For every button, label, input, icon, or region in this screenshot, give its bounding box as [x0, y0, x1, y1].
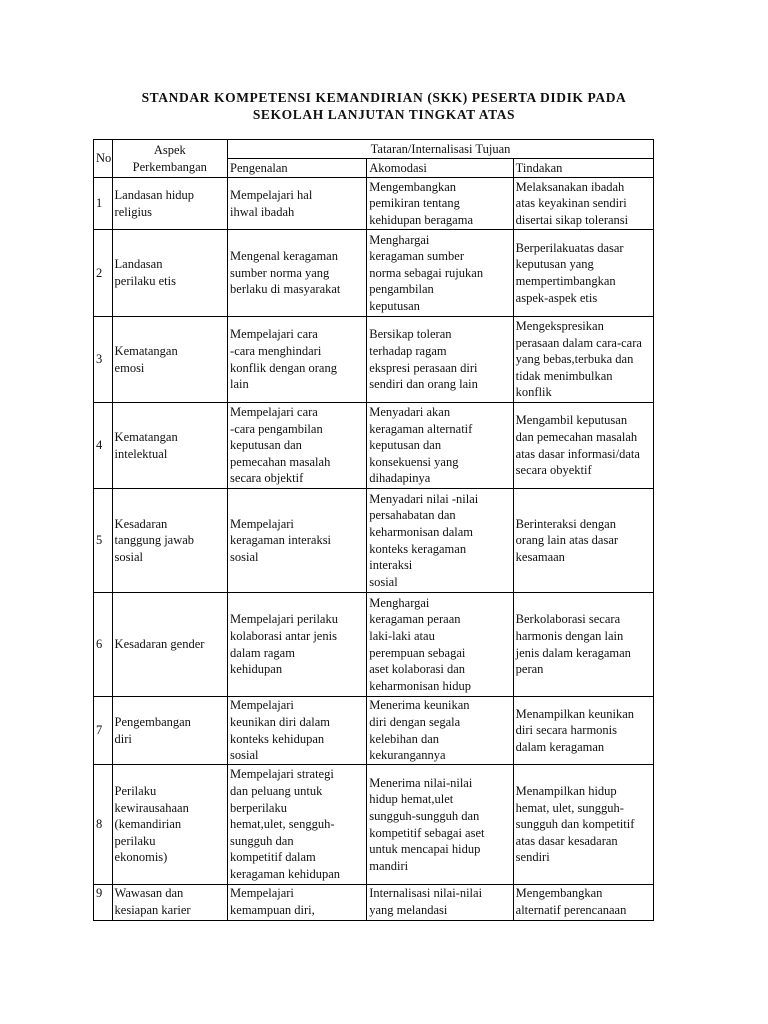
- cell-aspek: Pengembangan diri: [112, 697, 227, 765]
- cell-tindakan: Berinteraksi dengan orang lain atas dasar kesamaan: [513, 489, 653, 593]
- cell-aspek: Landasan perilaku etis: [112, 230, 227, 317]
- cell-akomodasi: Bersikap toleran terhadap ragam ekspresi perasaan diri sendiri dan orang lain: [367, 317, 513, 403]
- competency-table: [93, 139, 654, 921]
- cell-no: 6: [94, 593, 113, 697]
- cell-tindakan: Melaksanakan ibadah atas keyakinan sendiri disertai sikap toleransi: [513, 178, 653, 230]
- cell-aspek: Kesadaran gender: [112, 593, 227, 697]
- table-row: [94, 403, 654, 489]
- title-line-1: STANDAR KOMPETENSI KEMANDIRIAN (SKK) PESERTA DIDIK PADA: [141, 90, 627, 105]
- table-row: [94, 697, 654, 765]
- cell-tindakan: Berkolaborasi secara harmonis dengan lain jenis dalam keragaman peran: [513, 593, 653, 697]
- cell-no: 3: [94, 317, 113, 403]
- cell-aspek: Wawasan dan kesiapan karier: [112, 885, 227, 921]
- cell-no: 4: [94, 403, 113, 489]
- table-row: [94, 230, 654, 317]
- cell-pengenalan: Mempelajari cara -cara menghindari konflik dengan orang lain: [228, 317, 367, 403]
- cell-akomodasi: Menghargai keragaman peraan laki-laki atau perempuan sebagai aset kolaborasi dan keharmonisan hidup: [367, 593, 513, 697]
- table-row: [94, 765, 654, 885]
- cell-aspek: Perilaku kewirausahaan (kemandirian perilaku ekonomis): [112, 765, 227, 885]
- cell-tindakan: Mengembangkan alternatif perencanaan: [513, 885, 653, 921]
- cell-akomodasi: Menghargai keragaman sumber norma sebagai rujukan pengambilan keputusan: [367, 230, 513, 317]
- cell-pengenalan: Mempelajari hal ihwal ibadah: [228, 178, 367, 230]
- title-line-2: SEKOLAH LANJUTAN TINGKAT ATAS: [252, 107, 516, 122]
- cell-pengenalan: Mempelajari perilaku kolaborasi antar jenis dalam ragam kehidupan: [228, 593, 367, 697]
- cell-aspek: Kematangan intelektual: [112, 403, 227, 489]
- cell-pengenalan: Mempelajari cara -cara pengambilan keputusan dan pemecahan masalah secara objektif: [228, 403, 367, 489]
- cell-no: 1: [94, 178, 113, 230]
- cell-no: 9: [94, 885, 113, 921]
- cell-pengenalan: Mempelajari keunikan diri dalam konteks kehidupan sosial: [228, 697, 367, 765]
- table-row: [94, 885, 654, 921]
- cell-pengenalan: Mengenal keragaman sumber norma yang berlaku di masyarakat: [228, 230, 367, 317]
- table-row: [94, 593, 654, 697]
- table-row: [94, 178, 654, 230]
- header-row-1: [94, 140, 654, 159]
- cell-pengenalan: Mempelajari kemampuan diri,: [228, 885, 367, 921]
- header-aspek: Aspek Perkembangan: [112, 140, 227, 178]
- cell-tindakan: Menampilkan keunikan diri secara harmonis dalam keragaman: [513, 697, 653, 765]
- cell-akomodasi: Mengembangkan pemikiran tentang kehidupan beragama: [367, 178, 513, 230]
- cell-akomodasi: Menerima keunikan diri dengan segala kelebihan dan kekurangannya: [367, 697, 513, 765]
- cell-aspek: Landasan hidup religius: [112, 178, 227, 230]
- cell-akomodasi: Menyadari akan keragaman alternatif keputusan dan konsekuensi yang dihadapinya: [367, 403, 513, 489]
- cell-pengenalan: Mempelajari keragaman interaksi sosial: [228, 489, 367, 593]
- cell-no: 2: [94, 230, 113, 317]
- header-tindakan: Tindakan: [513, 159, 653, 178]
- table-row: [94, 489, 654, 593]
- table-row: [94, 317, 654, 403]
- cell-no: 8: [94, 765, 113, 885]
- cell-akomodasi: Menerima nilai-nilai hidup hemat,ulet sungguh-sungguh dan kompetitif sebagai aset untuk mencapai hidup mandiri: [367, 765, 513, 885]
- cell-no: 7: [94, 697, 113, 765]
- header-tataran: Tataran/Internalisasi Tujuan: [228, 140, 654, 159]
- header-pengenalan: Pengenalan: [228, 159, 367, 178]
- cell-tindakan: Mengekspresikan perasaan dalam cara-cara yang bebas,terbuka dan tidak menimbulkan konflik: [513, 317, 653, 403]
- cell-akomodasi: Menyadari nilai -nilai persahabatan dan keharmonisan dalam konteks keragaman interaksi sosial: [367, 489, 513, 593]
- cell-aspek: Kesadaran tanggung jawab sosial: [112, 489, 227, 593]
- cell-akomodasi: Internalisasi nilai-nilai yang melandasi: [367, 885, 513, 921]
- header-akomodasi: Akomodasi: [367, 159, 513, 178]
- cell-tindakan: Berperilakuatas dasar keputusan yang mempertimbangkan aspek-aspek etis: [513, 230, 653, 317]
- cell-no: 5: [94, 489, 113, 593]
- cell-aspek: Kematangan emosi: [112, 317, 227, 403]
- cell-tindakan: Mengambil keputusan dan pemecahan masalah atas dasar informasi/data secara obyektif: [513, 403, 653, 489]
- cell-tindakan: Menampilkan hidup hemat, ulet, sungguh- sungguh dan kompetitif atas dasar kesadaran sendiri: [513, 765, 653, 885]
- document-title: [0, 89, 768, 123]
- header-no: No: [94, 140, 113, 178]
- cell-pengenalan: Mempelajari strategi dan peluang untuk berperilaku hemat,ulet, sengguh- sungguh dan kompetitif dalam keragaman kehidupan: [228, 765, 367, 885]
